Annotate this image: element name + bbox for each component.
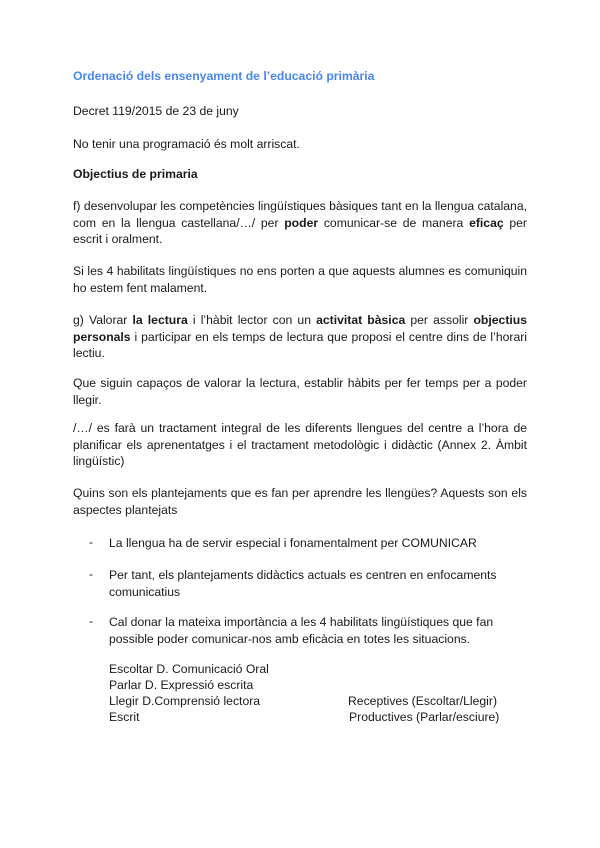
skill-listening: Escoltar D. Comunicació Oral — [109, 662, 269, 676]
paragraph-skills: Si les 4 habilitats lingüístiques no ens porten a que aquests alumnes es comuniquin ho estem fent malament. — [73, 264, 527, 295]
objective-g-bold-lectura: la lectura — [132, 313, 188, 327]
skill-writing: Escrit — [109, 710, 140, 724]
skill-reading: Llegir D.Comprensió lectora — [109, 694, 261, 708]
skill-type-productive: Productives (Parlar/esciure) — [349, 710, 500, 724]
objective-f-bold-poder: poder — [284, 215, 319, 230]
paragraph-reading: Que siguin capaços de valorar la lectura, establir hàbits per fer temps per a poder llegir. — [73, 376, 527, 407]
paragraph-objective-g — [73, 312, 527, 362]
bullet-item: Cal donar la mateixa importància a les 4 habilitats lingüístiques que fan possible poder comunicar-nos amb eficàcia en totes les situacions. — [109, 615, 494, 646]
decree-reference: Decret 119/2015 de 23 de juny — [73, 104, 239, 118]
objectives-heading: Objectius de primaria — [73, 167, 198, 181]
bullet-marker: - — [89, 567, 94, 581]
objective-g-text-3: per assolir — [405, 313, 474, 327]
objective-g-text-1: g) Valorar — [73, 313, 133, 327]
bullet-marker: - — [89, 614, 94, 628]
programming-note: No tenir una programació és molt arriscat. — [73, 137, 300, 151]
objective-g-bold-objectius: objectius personals — [73, 313, 527, 344]
objective-g-text-4: i participar en els temps de lectura que proposi el centre dins de l’horari lectiu. — [73, 329, 527, 360]
paragraph-question: Quins son els plantejaments que es fan per aprendre les llengües? Aquests son els aspectes plantejats — [73, 486, 527, 517]
objective-f-bold-eficac: eficaç — [469, 215, 504, 230]
bullet-marker: - — [89, 535, 94, 549]
objective-f-text-3: per escrit i oralment. — [73, 215, 527, 246]
objective-g-text-2: i l’hàbit lector con un — [187, 313, 317, 327]
paragraph-annex: /…/ es farà un tractament integral de les diferents llengues del centre a l’hora de planificar els aprenentatges i el tractament metodològic i didàctic (Annex 2. Àmbit lingüístic) — [73, 421, 527, 468]
bullet-item: Per tant, els plantejaments didàctics actuals es centren en enfocaments comunicatius — [109, 568, 497, 599]
objective-g-bold-activitat: activitat bàsica — [316, 313, 406, 327]
bullet-item: La llengua ha de servir especial i fonamentalment per COMUNICAR — [109, 536, 477, 550]
objective-f-text-2: comunicar-se de manera — [318, 215, 470, 230]
paragraph-objective-f — [73, 198, 527, 248]
objective-f-text-1: f) desenvolupar les competències lingüístiques bàsiques tant en la llengua catalana, com en la llengua castellana/…/ per — [73, 199, 527, 230]
skill-speaking: Parlar D. Expressió escrita — [109, 678, 254, 692]
document-title: Ordenació dels ensenyament de l’educació primària — [73, 69, 375, 83]
skill-type-receptive: Receptives (Escoltar/Llegir) — [348, 694, 498, 708]
